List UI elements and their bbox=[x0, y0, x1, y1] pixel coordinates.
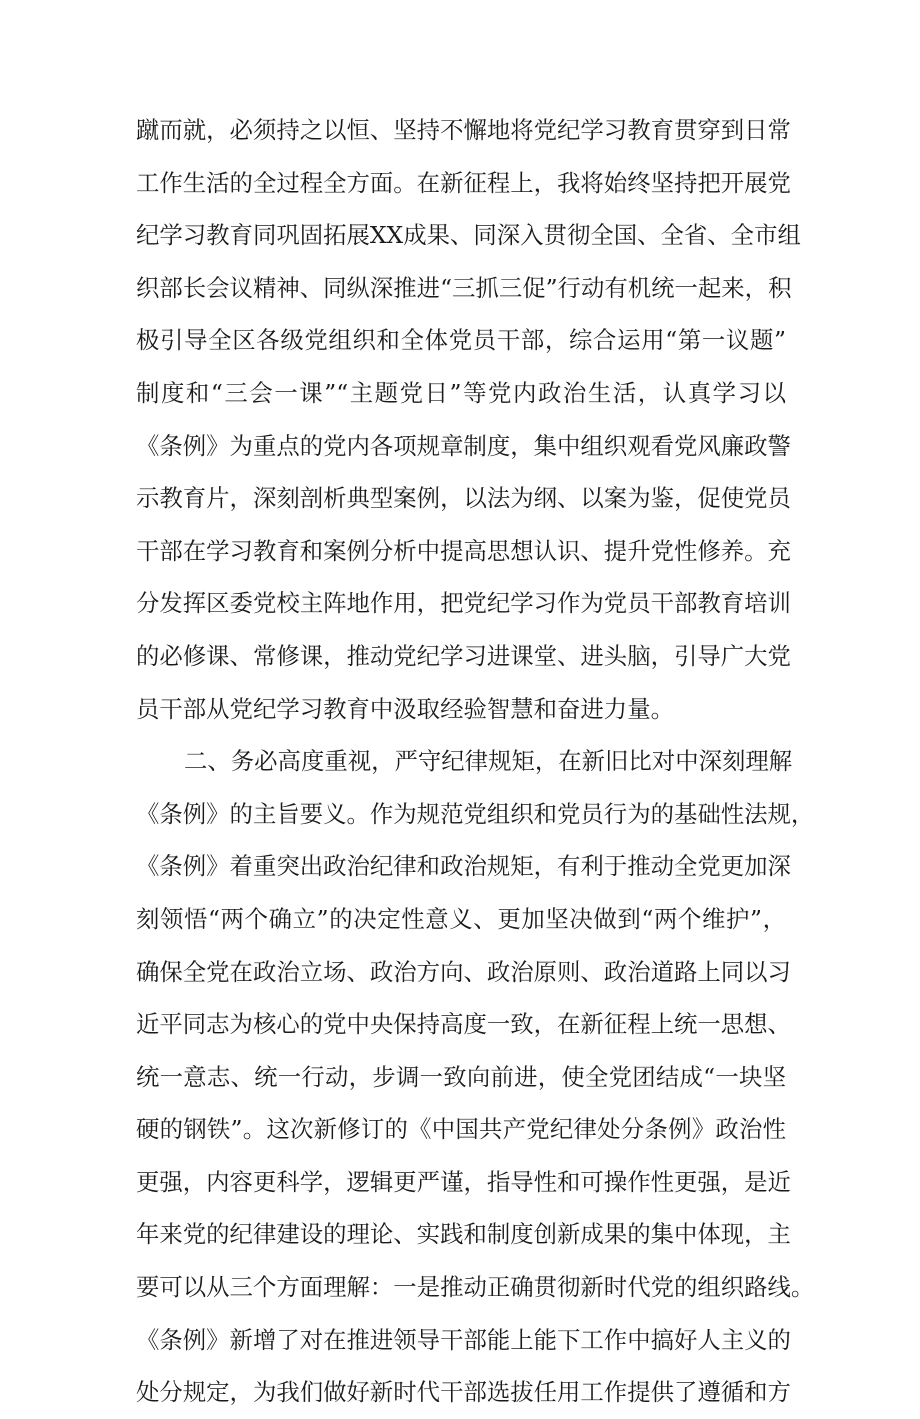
text-line: 干部在学习教育和案例分析中提高思想认识、提升党性修养。充 bbox=[136, 536, 791, 565]
text-line: 蹴而就，必须持之以恒、坚持不懈地将党纪学习教育贯穿到日常 bbox=[136, 116, 791, 144]
text-line: 要可以从三个方面理解：一是推动正确贯彻新时代党的组织路线。 bbox=[136, 1273, 815, 1302]
text-line: 制度和“三会一课”“主题党日”等党内政治生活，认真学习以 bbox=[136, 378, 786, 407]
text-line: 《条例》的主旨要义。作为规范党组织和党员行为的基础性法规， bbox=[136, 799, 815, 828]
document-body bbox=[136, 104, 815, 1419]
text-line: 统一意志、统一行动，步调一致向前进，使全党团结成“一块坚 bbox=[136, 1062, 786, 1091]
text-line: 处分规定，为我们做好新时代干部选拔任用工作提供了遵循和方 bbox=[136, 1378, 791, 1407]
text-line: 分发挥区委党校主阵地作用，把党纪学习作为党员干部教育培训 bbox=[136, 589, 791, 618]
text-line: 确保全党在政治立场、政治方向、政治原则、政治道路上同以习 bbox=[136, 957, 791, 986]
section-heading-line: 二、务必高度重视，严守纪律规矩，在新旧比对中深刻理解 bbox=[184, 747, 793, 776]
text-line: 更强，内容更科学，逻辑更严谨，指导性和可操作性更强，是近 bbox=[136, 1167, 791, 1196]
text-line: 年来党的纪律建设的理论、实践和制度创新成果的集中体现，主 bbox=[136, 1220, 791, 1249]
text-line: 硬的钢铁”。这次新修订的《中国共产党纪律处分条例》政治性 bbox=[136, 1115, 786, 1144]
text-line: 示教育片，深刻剖析典型案例，以法为纲、以案为鉴，促使党员 bbox=[136, 484, 791, 513]
text-line: 的必修课、常修课，推动党纪学习进课堂、进头脑，引导广大党 bbox=[136, 641, 791, 670]
text-line: 纪学习教育同巩固拓展XX成果、同深入贯彻全国、全省、全市组 bbox=[136, 221, 801, 250]
text-line: 《条例》新增了对在推进领导干部能上能下工作中搞好人主义的 bbox=[136, 1325, 791, 1354]
text-line: 极引导全区各级党组织和全体党员干部，综合运用“第一议题” bbox=[136, 326, 786, 355]
text-line: 织部长会议精神、同纵深推进“三抓三促”行动有机统一起来，积 bbox=[136, 273, 792, 302]
text-line: 《条例》为重点的党内各项规章制度，集中组织观看党风廉政警 bbox=[136, 431, 791, 460]
text-line: 工作生活的全过程全方面。在新征程上，我将始终坚持把开展党 bbox=[136, 168, 791, 197]
text-line: 近平同志为核心的党中央保持高度一致，在新征程上统一思想、 bbox=[136, 1010, 791, 1039]
text-line: 员干部从党纪学习教育中汲取经验智慧和奋进力量。 bbox=[136, 694, 674, 723]
text-line: 刻领悟“两个确立”的决定性意义、更加坚决做到“两个维护”， bbox=[136, 904, 786, 933]
text-line: 《条例》着重突出政治纪律和政治规矩，有利于推动全党更加深 bbox=[136, 852, 791, 881]
